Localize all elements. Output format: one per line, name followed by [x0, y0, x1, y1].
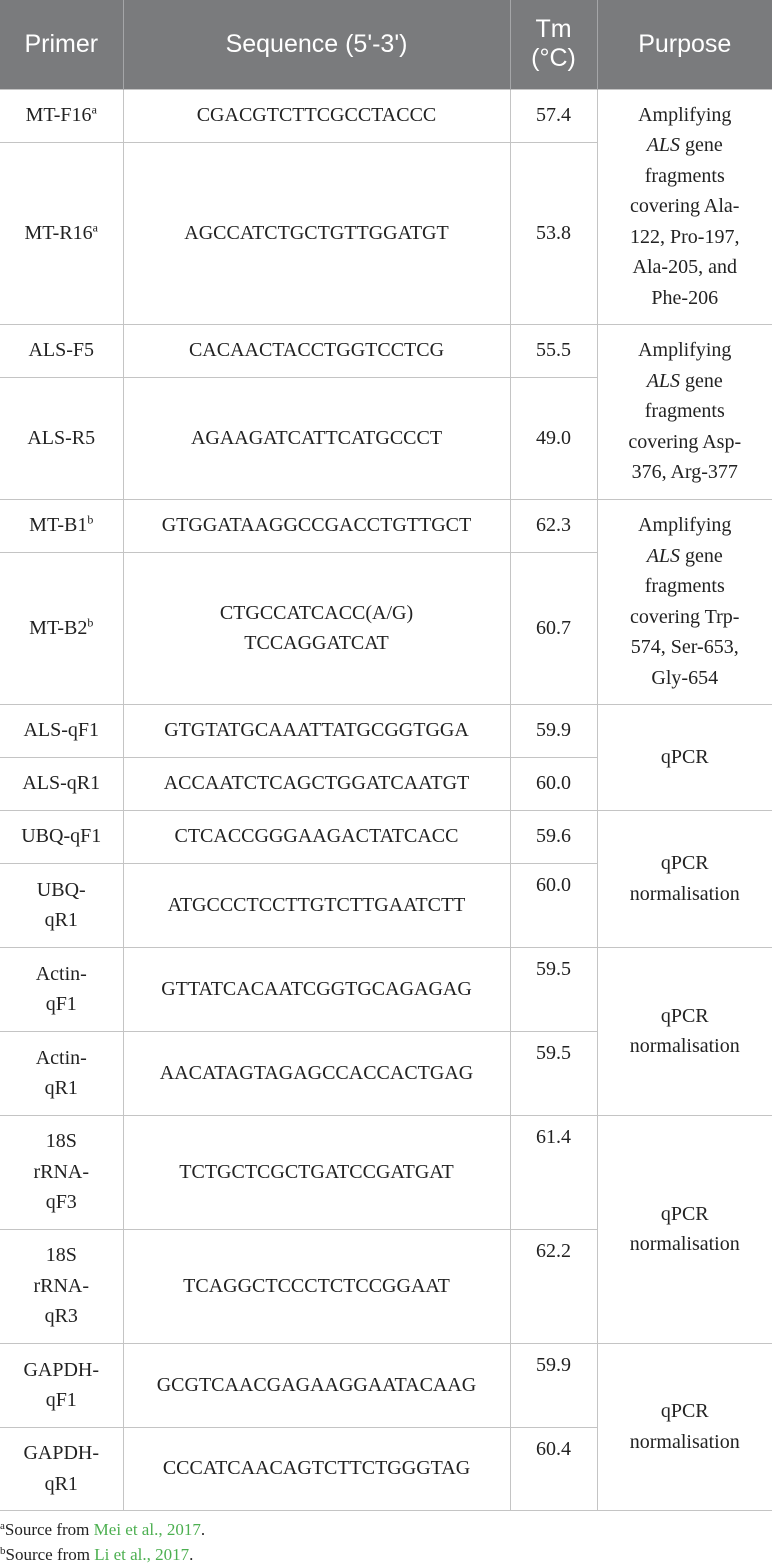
purpose-line: Amplifying: [638, 514, 732, 536]
purpose-cell: [597, 89, 772, 324]
tm-cell: 59.9: [510, 1343, 597, 1427]
footnote-text: Source from: [5, 1545, 95, 1564]
primer-name: MT-F16: [25, 104, 92, 127]
sequence-cell: ATGCCCTCCTTGTCTTGAATCTT: [123, 863, 510, 947]
primer-cell: ALS-qF1: [0, 704, 123, 757]
purpose-line: normalisation: [629, 882, 740, 905]
footnote-marker: a: [92, 220, 98, 235]
purpose-line: Phe-206: [651, 286, 719, 309]
table-row: [0, 324, 772, 377]
primer-line: qR3: [44, 1305, 78, 1328]
table-row: [0, 810, 772, 863]
primer-line: rRNA-: [33, 1274, 90, 1297]
purpose-line: gene: [680, 134, 723, 157]
purpose-cell: [597, 499, 772, 704]
tm-cell: 57.4: [510, 89, 597, 142]
primer-line: qF3: [45, 1191, 77, 1214]
primer-cell: [0, 1427, 123, 1510]
sequence-cell: [123, 552, 510, 704]
tm-cell: 53.8: [510, 142, 597, 324]
primer-cell: [0, 142, 123, 324]
primer-cell: ALS-R5: [0, 377, 123, 499]
footnote-a: [0, 1517, 205, 1542]
header-sequence: Sequence (5'-3'): [123, 0, 510, 89]
purpose-line: gene: [680, 544, 723, 567]
primer-line: qR1: [44, 1077, 78, 1099]
footnote-mark: a: [0, 1520, 5, 1532]
tm-cell: 62.2: [510, 1229, 597, 1343]
purpose-line: qPCR: [660, 852, 709, 874]
purpose-line: qPCR: [660, 1004, 709, 1027]
purpose-line: covering Trp-: [630, 605, 740, 628]
purpose-cell: [597, 947, 772, 1115]
citation-link[interactable]: Li et al., 2017: [94, 1545, 190, 1564]
gene-name: ALS: [646, 544, 681, 567]
tm-cell: 60.7: [510, 552, 597, 704]
purpose-line: Ala-205, and: [632, 256, 737, 279]
purpose-cell: [597, 324, 772, 499]
gene-name: ALS: [646, 369, 681, 392]
table-row: [0, 499, 772, 552]
primer-cell: [0, 1229, 123, 1343]
primer-name: MT-B1: [29, 514, 88, 537]
sequence-cell: GTGGATAAGGCCGACCTGTTGCT: [123, 499, 510, 552]
footnote-b: [0, 1542, 205, 1567]
primer-line: 18S: [45, 1130, 77, 1153]
primer-cell: [0, 1115, 123, 1229]
purpose-line: 574, Ser-653,: [630, 636, 739, 658]
primer-line: qF1: [45, 1389, 77, 1411]
purpose-line: fragments: [644, 164, 725, 187]
sequence-cell: AACATAGTAGAGCCACCACTGAG: [123, 1031, 510, 1115]
primer-line: rRNA-: [33, 1160, 90, 1183]
header-purpose: Purpose: [597, 0, 772, 89]
purpose-line: covering Ala-: [630, 195, 740, 218]
purpose-line: Gly-654: [651, 666, 719, 689]
sequence-cell: GCGTCAACGAGAAGGAATACAAG: [123, 1343, 510, 1427]
sequence-line: CTGCCATCACC(A/G): [219, 601, 414, 624]
sequence-cell: ACCAATCTCAGCTGGATCAATGT: [123, 757, 510, 810]
purpose-line: qPCR: [660, 1202, 709, 1225]
footnote-end: .: [200, 1520, 206, 1539]
purpose-line: qPCR: [660, 745, 709, 768]
tm-cell: 60.0: [510, 757, 597, 810]
tm-cell: 60.0: [510, 863, 597, 947]
purpose-line: fragments: [644, 400, 725, 423]
primer-line: UBQ-: [36, 878, 86, 901]
primer-line: qR1: [44, 909, 78, 931]
sequence-cell: CACAACTACCTGGTCCTCG: [123, 324, 510, 377]
primer-cell: [0, 947, 123, 1031]
footnote-text: Source from: [4, 1520, 94, 1539]
primer-line: qR1: [44, 1472, 78, 1495]
tm-cell: 59.6: [510, 810, 597, 863]
sequence-cell: GTTATCACAATCGGTGCAGAGAG: [123, 947, 510, 1031]
footnote-end: .: [189, 1545, 194, 1564]
header-row: [0, 0, 772, 89]
purpose-line: normalisation: [629, 1430, 740, 1453]
primer-cell: [0, 552, 123, 704]
purpose-line: normalisation: [629, 1035, 740, 1057]
primer-line: qF1: [45, 993, 77, 1015]
primer-name: MT-R16: [24, 221, 93, 244]
purpose-line: covering Asp-: [628, 430, 742, 453]
sequence-cell: CCCATCAACAGTCTTCTGGGTAG: [123, 1427, 510, 1510]
primer-cell: UBQ-qF1: [0, 810, 123, 863]
table-row: [0, 89, 772, 142]
primer-cell: [0, 499, 123, 552]
primer-cell: [0, 89, 123, 142]
primer-name: MT-B2: [29, 616, 88, 639]
footnote-mark: b: [0, 1545, 6, 1557]
purpose-line: 376, Arg-377: [631, 461, 738, 484]
footnote-marker: b: [87, 512, 94, 527]
purpose-line: Amplifying: [638, 339, 732, 362]
purpose-cell: [597, 1115, 772, 1343]
gene-name: ALS: [646, 134, 681, 157]
primer-cell: ALS-F5: [0, 324, 123, 377]
tm-cell: 59.5: [510, 1031, 597, 1115]
purpose-line: Amplifying: [638, 103, 732, 126]
primer-line: Actin-: [35, 1046, 87, 1069]
purpose-cell: [597, 1343, 772, 1510]
tm-cell: 59.9: [510, 704, 597, 757]
table-row: [0, 1343, 772, 1427]
table-row: [0, 947, 772, 1031]
sequence-cell: TCAGGCTCCCTCTCCGGAAT: [123, 1229, 510, 1343]
tm-cell: 55.5: [510, 324, 597, 377]
header-tm: [510, 0, 597, 89]
primer-cell: [0, 1031, 123, 1115]
purpose-cell: [597, 810, 772, 947]
tm-cell: 59.5: [510, 947, 597, 1031]
purpose-line: gene: [680, 369, 723, 392]
purpose-line: fragments: [644, 575, 725, 597]
table-row: [0, 704, 772, 757]
purpose-line: 122, Pro-197,: [630, 225, 740, 248]
primer-cell: ALS-qR1: [0, 757, 123, 810]
sequence-cell: CTCACCGGGAAGACTATCACC: [123, 810, 510, 863]
sequence-cell: AGCCATCTGCTGTTGGATGT: [123, 142, 510, 324]
sequence-cell: TCTGCTCGCTGATCCGATGAT: [123, 1115, 510, 1229]
citation-link[interactable]: Mei et al., 2017: [93, 1520, 201, 1539]
tm-cell: 60.4: [510, 1427, 597, 1510]
footnote-marker: b: [87, 615, 94, 630]
sequence-cell: GTGTATGCAAATTATGCGGTGGA: [123, 704, 510, 757]
primer-line: GAPDH-: [23, 1442, 100, 1464]
purpose-cell: [597, 704, 772, 810]
primer-line: Actin-: [35, 962, 87, 985]
purpose-line: normalisation: [629, 1233, 740, 1255]
footnotes: [0, 1517, 205, 1567]
header-tm-line1: Tm: [535, 15, 572, 44]
footnote-marker: a: [91, 102, 97, 117]
sequence-cell: AGAAGATCATTCATGCCCT: [123, 377, 510, 499]
primer-cell: [0, 863, 123, 947]
primer-cell: [0, 1343, 123, 1427]
tm-cell: 49.0: [510, 377, 597, 499]
primer-line: 18S: [45, 1244, 77, 1267]
sequence-line: TCCAGGATCAT: [244, 632, 389, 654]
table-row: [0, 1115, 772, 1229]
primer-line: GAPDH-: [23, 1358, 100, 1381]
tm-cell: 61.4: [510, 1115, 597, 1229]
header-primer: Primer: [0, 0, 123, 89]
purpose-line: qPCR: [660, 1400, 709, 1422]
tm-cell: 62.3: [510, 499, 597, 552]
sequence-cell: CGACGTCTTCGCCTACCC: [123, 89, 510, 142]
header-tm-line2: (°C): [531, 44, 576, 73]
